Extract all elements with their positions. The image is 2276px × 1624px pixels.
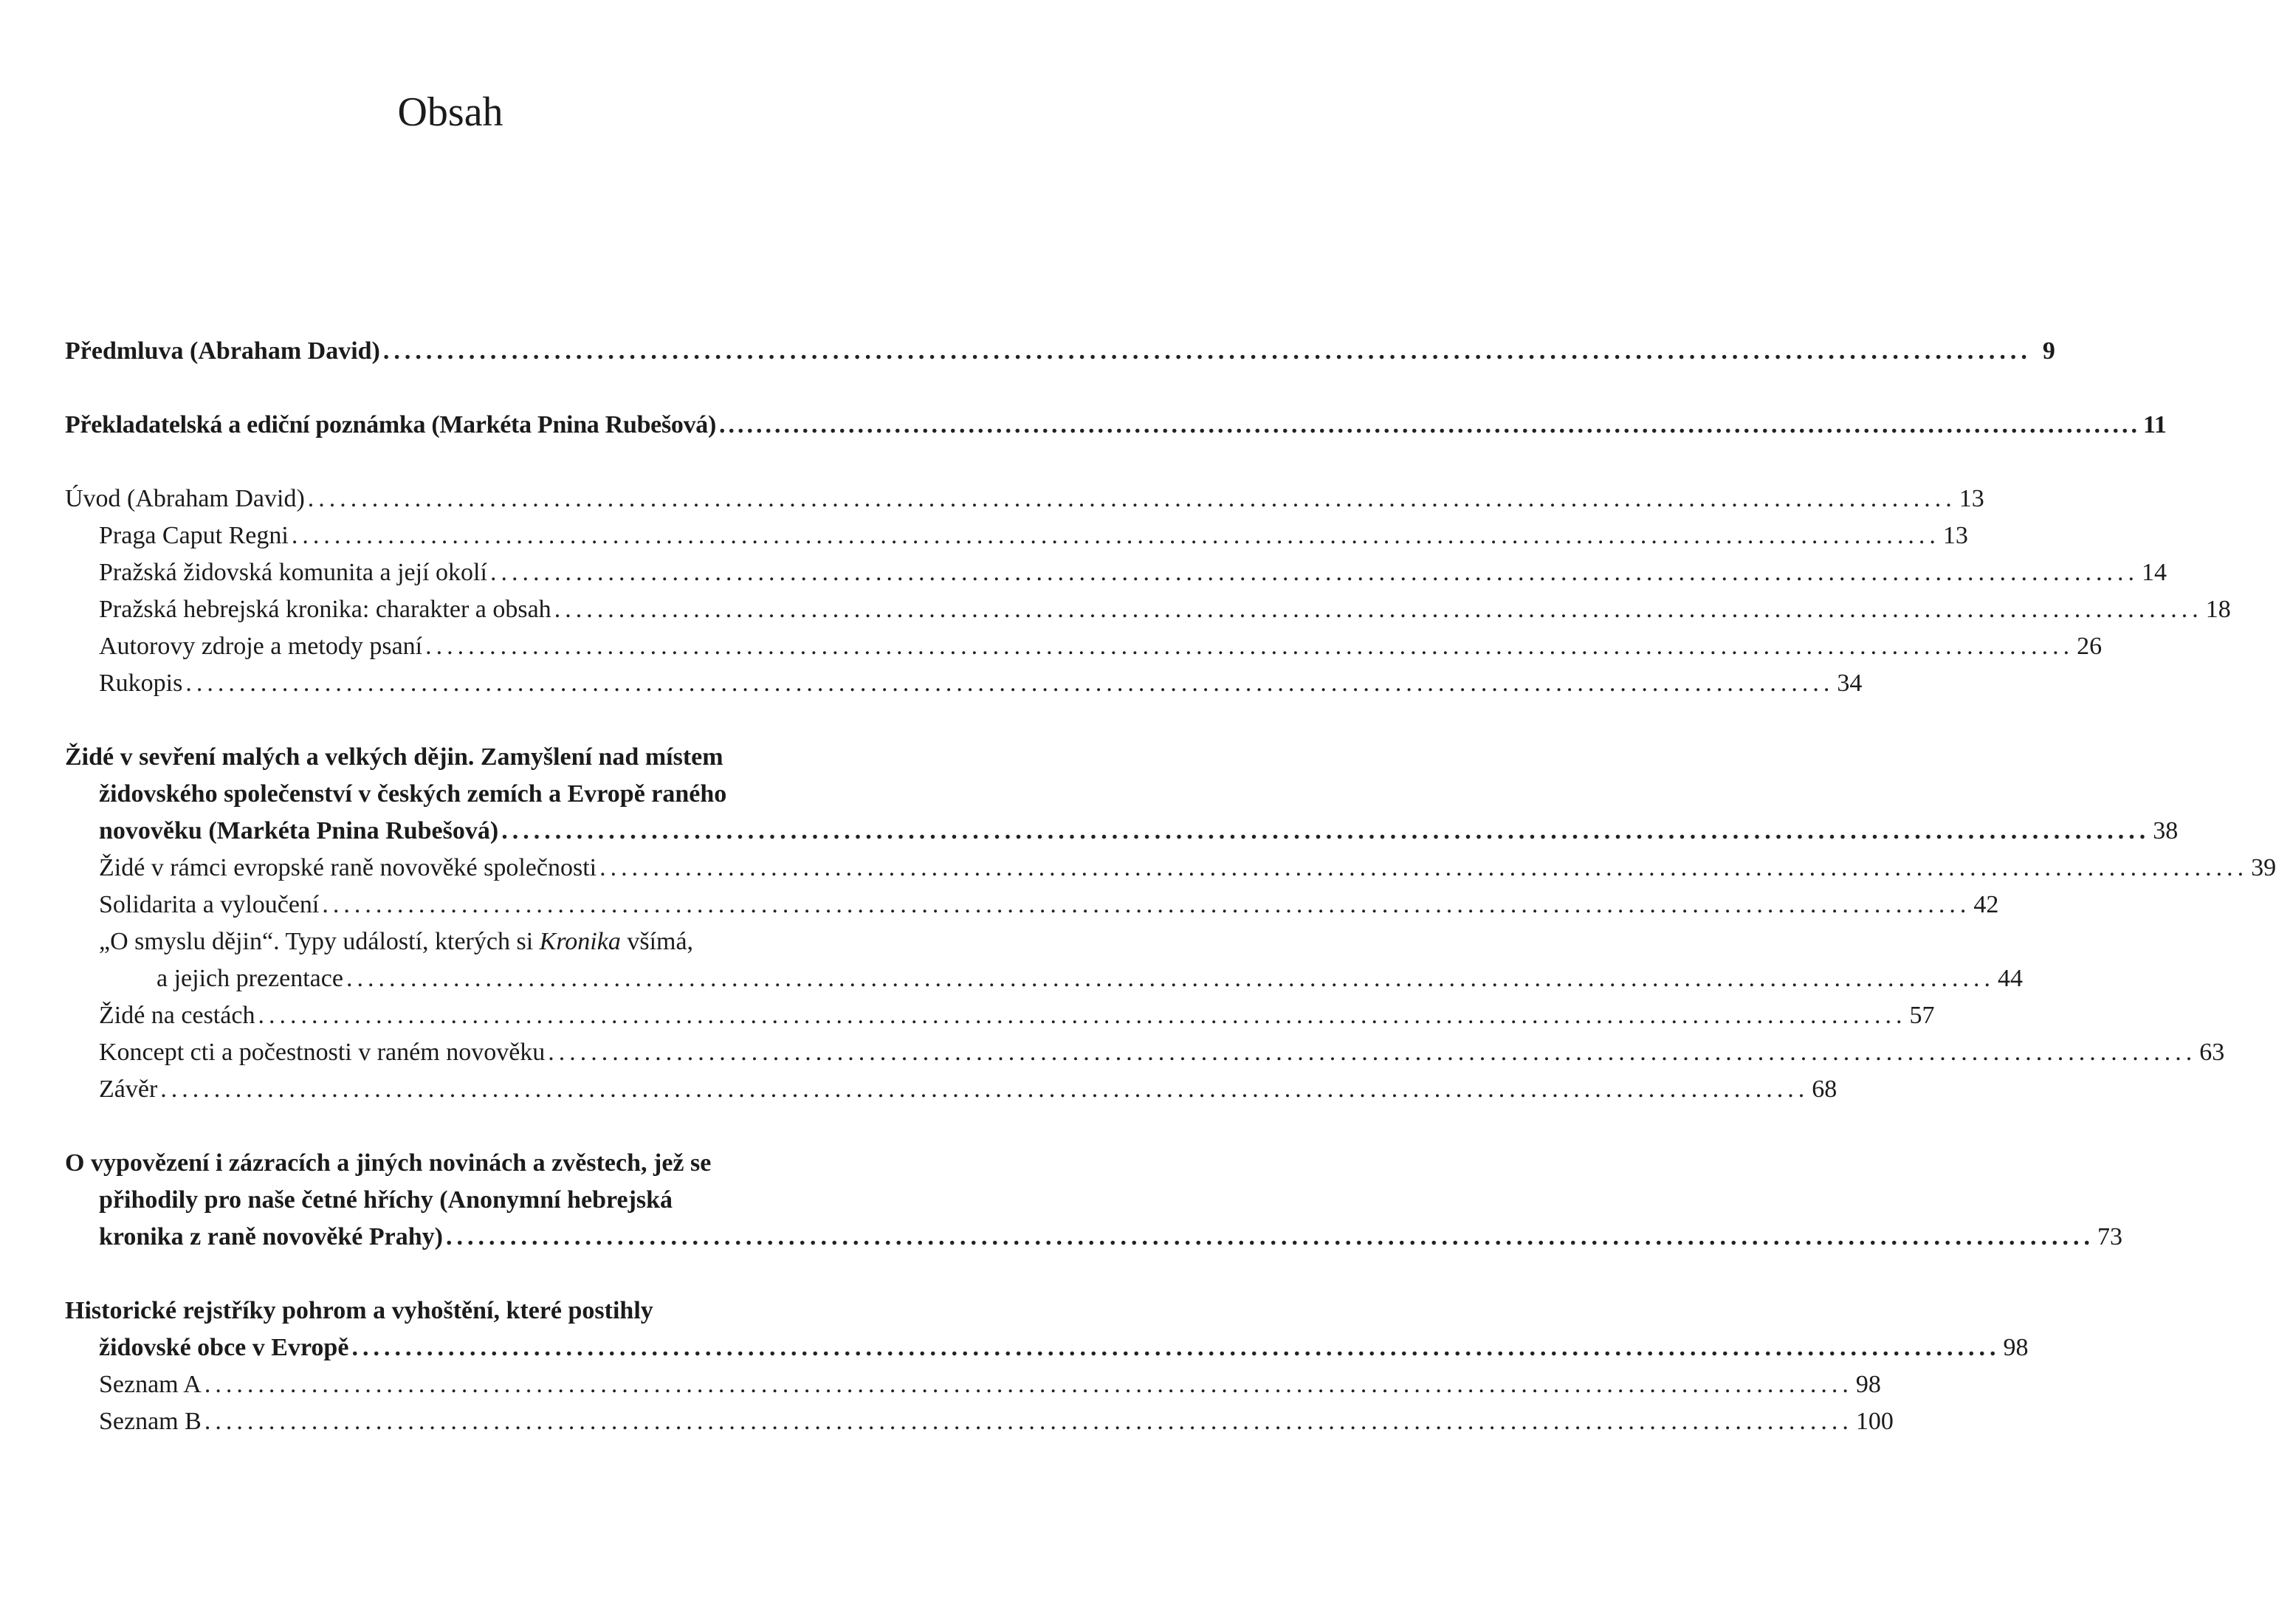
toc-entry-title: Pražská hebrejská kronika: charakter a obsah xyxy=(99,596,551,623)
toc-entry-praga-caput-regni[interactable] xyxy=(99,517,1968,554)
toc-page-number: 73 xyxy=(2097,1223,2122,1250)
toc-page-number: 98 xyxy=(1855,1371,1881,1398)
toc-page-number: 13 xyxy=(1942,522,1968,549)
toc-entry-seznam-a[interactable] xyxy=(99,1366,1881,1403)
toc-entry-zide-novoveku[interactable] xyxy=(99,813,2179,850)
dot-leader: .......................................................................................................................................................... xyxy=(204,1408,1853,1435)
toc-entry-title: Rukopis xyxy=(99,670,183,697)
toc-entry-rejstriky-line1[interactable] xyxy=(65,1293,842,1329)
toc-entry-title: Solidarita a vyloučení xyxy=(99,891,320,918)
toc-entry-predmluva[interactable] xyxy=(65,333,2055,370)
page-title: Obsah xyxy=(397,89,503,135)
toc-entry-prazska-kronika[interactable] xyxy=(99,591,2231,628)
toc-entry-vypovezeni[interactable] xyxy=(99,1219,2122,1256)
toc-entry-title xyxy=(99,923,693,960)
dot-leader: .......................................................................................................................................................... xyxy=(489,559,2139,586)
dot-leader: .......................................................................................................................................................... xyxy=(445,1223,2094,1250)
title-italic: Kronika xyxy=(539,928,621,955)
toc-page-number: 100 xyxy=(1855,1408,1894,1435)
toc-entry-o-smyslu-line1[interactable] xyxy=(99,923,842,960)
dot-leader: .......................................................................................................................................................... xyxy=(501,817,2150,844)
toc-entry-title: Koncept cti a počestnosti v raném novověku xyxy=(99,1039,546,1066)
toc-page-number: 42 xyxy=(1973,891,1999,918)
toc-entry-title: Židé v rámci evropské raně novověké společnosti xyxy=(99,854,597,881)
toc-page-number: 9 xyxy=(2042,337,2055,365)
toc-page-number: 57 xyxy=(1909,1002,1935,1029)
dot-leader: .......................................................................................................................................................... xyxy=(719,411,2141,438)
toc-entry-prazska-komunita[interactable] xyxy=(99,554,2167,591)
toc-entry-title: židovského společenství v českých zemích a Evropě raného xyxy=(99,780,727,808)
toc-entry-title: Úvod (Abraham David) xyxy=(65,485,305,512)
toc-entry-title: Autorovy zdroje a metody psaní xyxy=(99,633,423,660)
toc-entry-koncept-cti[interactable] xyxy=(99,1034,2225,1071)
toc-entry-title: Židé v sevření malých a velkých dějin. Zamyšlení nad místem xyxy=(65,743,723,771)
toc-page-number: 14 xyxy=(2141,559,2167,586)
dot-leader: .......................................................................................................................................................... xyxy=(425,633,2074,660)
dot-leader: .......................................................................................................................................................... xyxy=(554,596,2203,623)
title-part: „O smyslu dějin“. Typy událostí, kterých si xyxy=(99,928,540,955)
toc-page-number: 38 xyxy=(2153,817,2179,844)
toc-entry-title: Předmluva (Abraham David) xyxy=(65,337,380,365)
toc-entry-title: Seznam B xyxy=(99,1408,202,1435)
toc-entry-vypovezeni-line2[interactable] xyxy=(99,1182,842,1219)
toc-page-number: 11 xyxy=(2143,411,2167,438)
toc-entry-title: Závěr xyxy=(99,1076,158,1103)
toc-page-number: 68 xyxy=(1812,1076,1837,1103)
toc-entry-rejstriky[interactable] xyxy=(99,1329,2029,1366)
toc-entry-zide-line2[interactable] xyxy=(99,776,842,813)
toc-entry-seznam-b[interactable] xyxy=(99,1403,1894,1440)
toc-page-number: 63 xyxy=(2199,1039,2225,1066)
toc-page-number: 44 xyxy=(1997,965,2023,992)
toc-page-number: 98 xyxy=(2003,1334,2029,1361)
toc-entry-title: Překladatelská a ediční poznámka (Markéta Pnina Rubešová) xyxy=(65,411,717,438)
dot-leader: .......................................................................................................................................................... xyxy=(382,337,2032,365)
dot-leader: .......................................................................................................................................................... xyxy=(185,670,1835,697)
toc-entry-zide-na-cestach[interactable] xyxy=(99,997,1935,1034)
toc-entry-title: Pražská židovská komunita a její okolí xyxy=(99,559,487,586)
toc-entry-rukopis[interactable] xyxy=(99,665,1863,702)
dot-leader: .......................................................................................................................................................... xyxy=(322,891,1971,918)
dot-leader: .......................................................................................................................................................... xyxy=(548,1039,2197,1066)
toc-page-number: 39 xyxy=(2251,854,2276,881)
toc-entry-solidarita[interactable] xyxy=(99,887,1999,923)
toc-page-number: 26 xyxy=(2077,633,2103,660)
toc-entry-zide-line1[interactable] xyxy=(65,739,842,776)
toc-page-number: 13 xyxy=(1959,485,1984,512)
dot-leader: .......................................................................................................................................................... xyxy=(307,485,1956,512)
toc-entry-title: přihodily pro naše četné hříchy (Anonymní hebrejská xyxy=(99,1186,673,1214)
dot-leader: .......................................................................................................................................................... xyxy=(160,1076,1809,1103)
toc-entry-zide-v-ramci[interactable] xyxy=(99,850,2276,887)
toc-entry-o-smyslu[interactable] xyxy=(157,960,2023,997)
toc-entry-prekladatelska-poznamka[interactable] xyxy=(65,407,2167,444)
dot-leader: .......................................................................................................................................................... xyxy=(351,1334,2001,1361)
toc-entry-title: Seznam A xyxy=(99,1371,202,1398)
toc-entry-uvod[interactable] xyxy=(65,481,1984,517)
dot-leader: .......................................................................................................................................................... xyxy=(291,522,1940,549)
toc-page-number: 34 xyxy=(1837,670,1863,697)
dot-leader: .......................................................................................................................................................... xyxy=(599,854,2249,881)
toc-entry-title: Židé na cestách xyxy=(99,1002,255,1029)
title-part: všímá, xyxy=(620,928,694,955)
toc-entry-title: Historické rejstříky pohrom a vyhoštění, které postihly xyxy=(65,1297,653,1324)
toc-entry-title: novověku (Markéta Pnina Rubešová) xyxy=(99,817,499,844)
toc-entry-title: kronika z raně novověké Prahy) xyxy=(99,1223,443,1250)
toc-entry-title: židovské obce v Evropě xyxy=(99,1334,349,1361)
dot-leader: .......................................................................................................................................................... xyxy=(258,1002,1907,1029)
toc-entry-title: O vypovězení i zázracích a jiných novinách a zvěstech, jež se xyxy=(65,1149,712,1177)
toc-entry-title: Praga Caput Regni xyxy=(99,522,289,549)
toc-entry-autorovy-zdroje[interactable] xyxy=(99,628,2103,665)
dot-leader: .......................................................................................................................................................... xyxy=(204,1371,1853,1398)
dot-leader: .......................................................................................................................................................... xyxy=(345,965,1995,992)
toc-entry-title: a jejich prezentace xyxy=(157,965,343,992)
toc-page-number: 18 xyxy=(2205,596,2231,623)
toc-entry-vypovezeni-line1[interactable] xyxy=(65,1145,842,1182)
toc-entry-zaver[interactable] xyxy=(99,1071,1837,1108)
